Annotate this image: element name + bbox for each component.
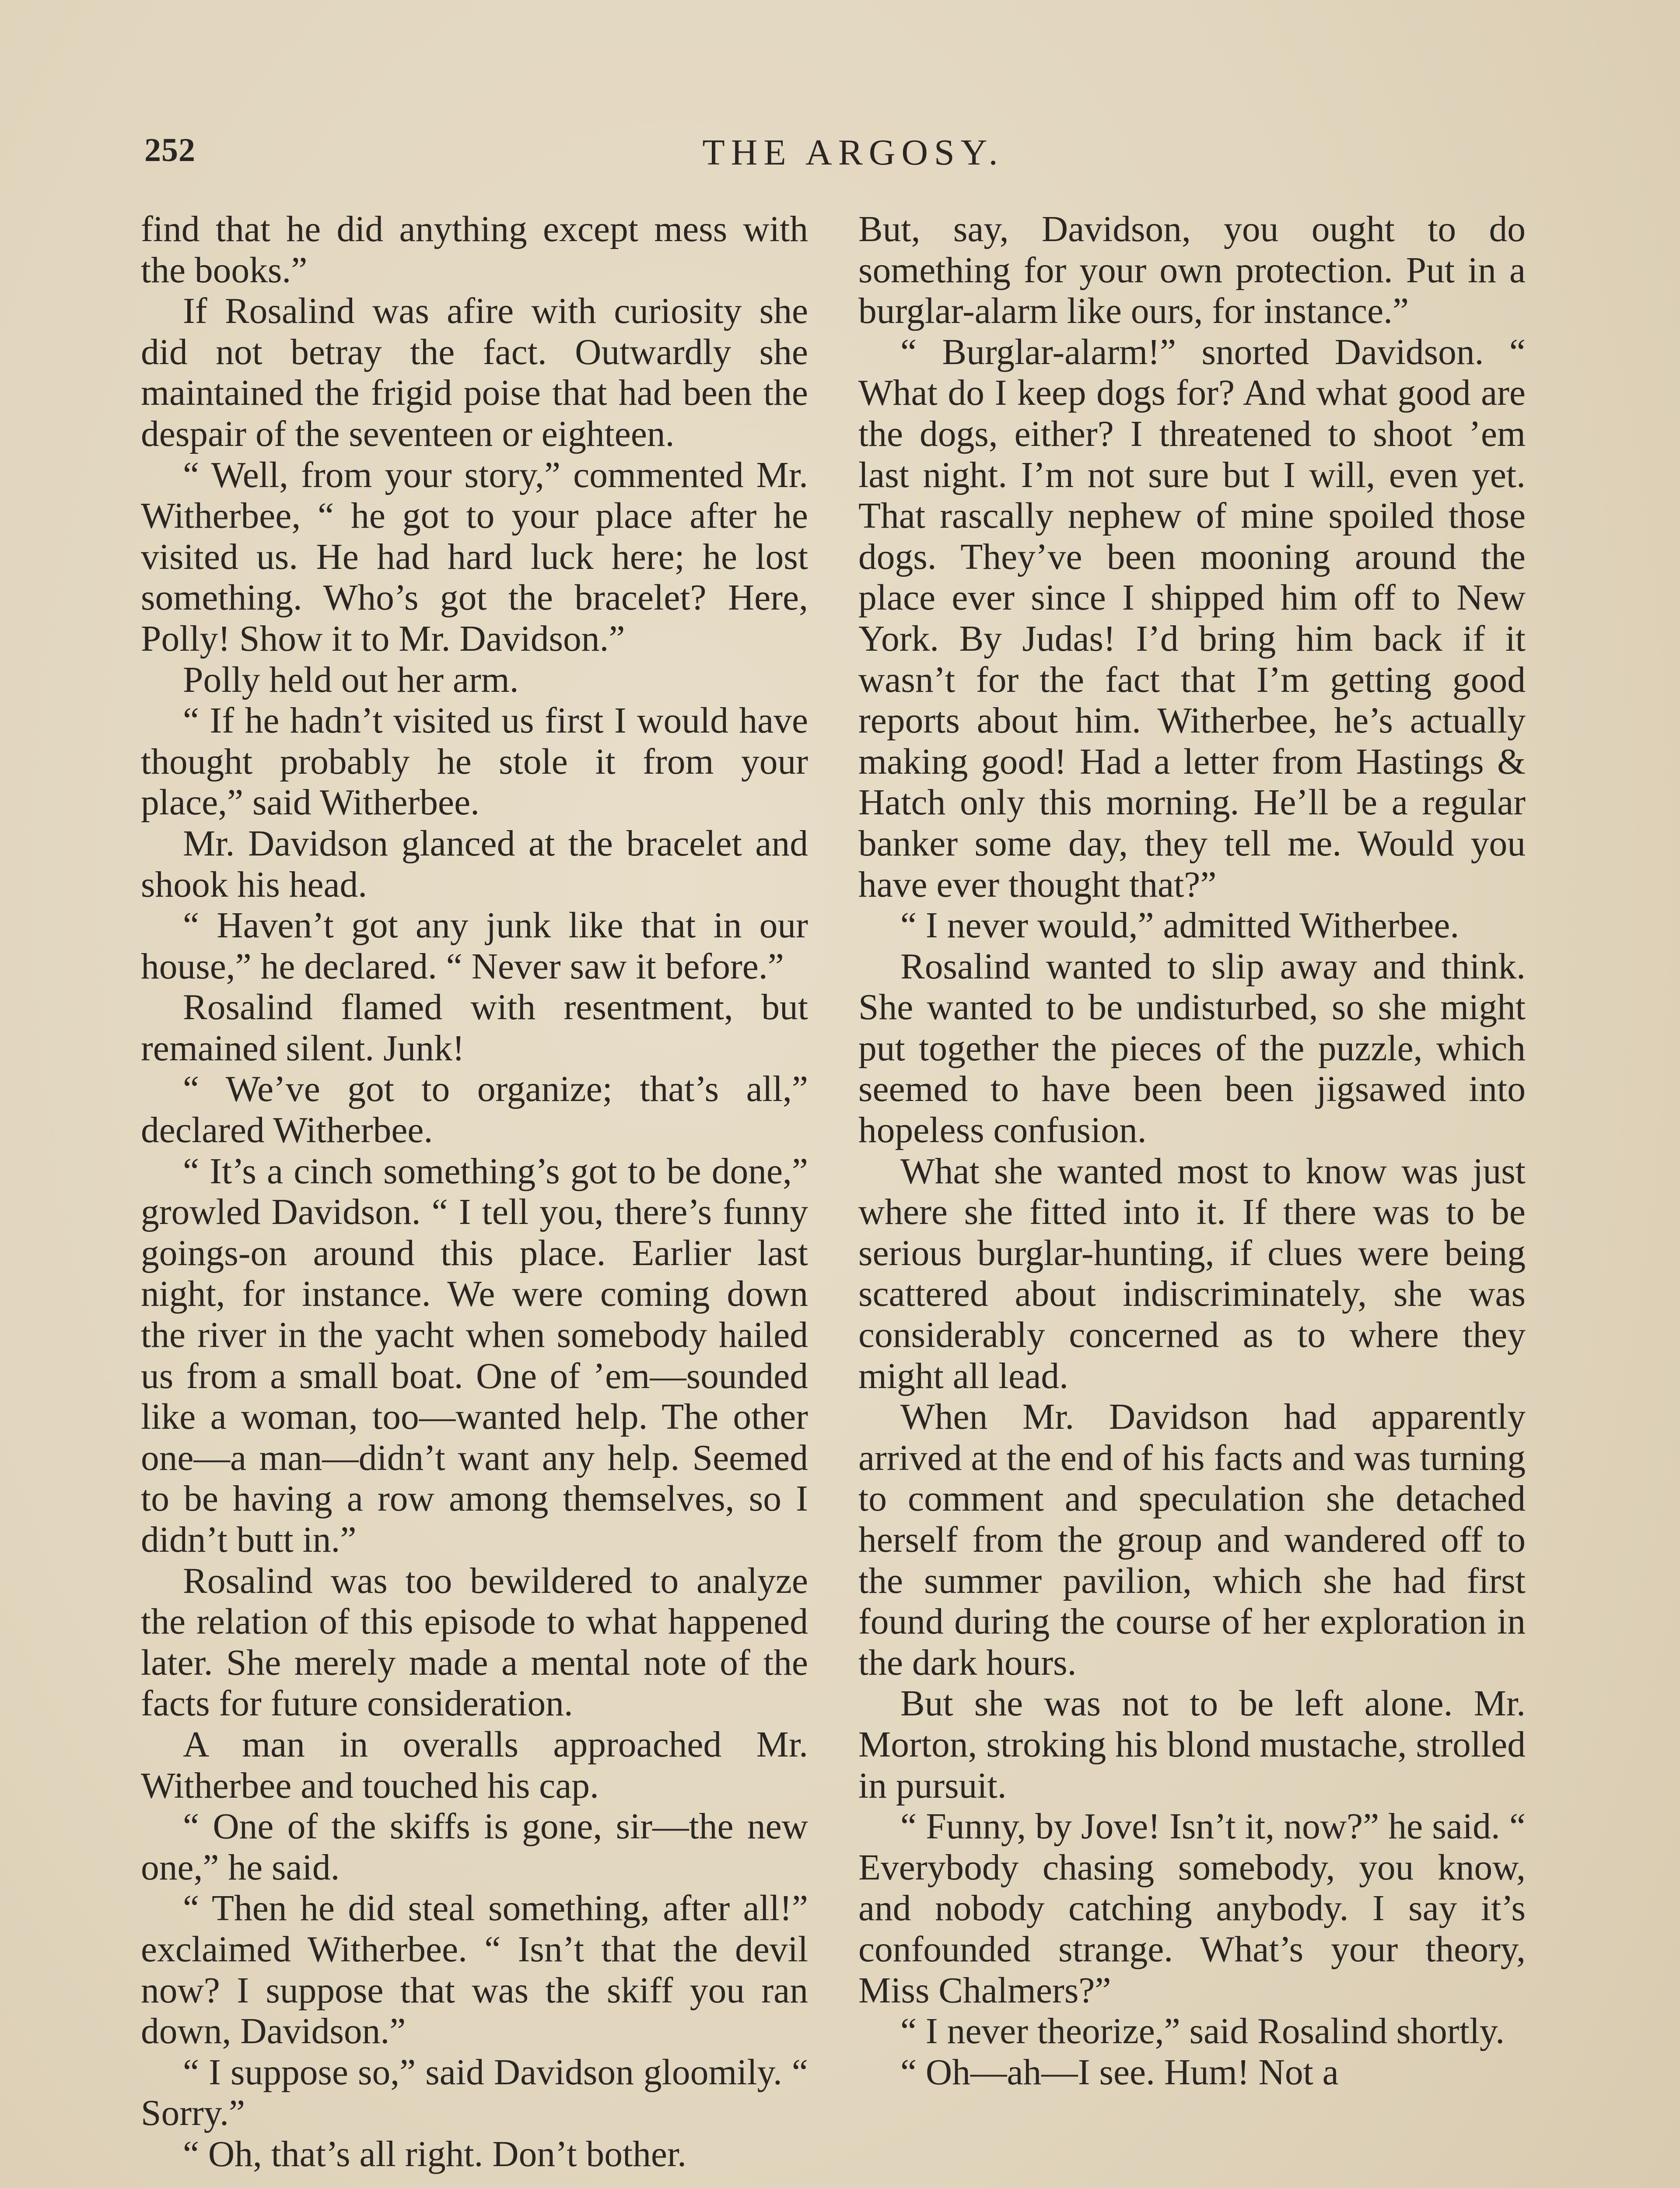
- paragraph: “ One of the skiffs is gone, sir—the new one,” he said.: [141, 1806, 808, 1888]
- paragraph: Rosalind flamed with resentment, but remained silent. Junk!: [141, 987, 808, 1069]
- paragraph: Mr. Davidson glanced at the bracelet and shook his head.: [141, 823, 808, 905]
- paragraph: Rosalind was too bewildered to analyze the relation of this episode to what happened later. She merely made a mental note of the facts for future consideration.: [141, 1560, 808, 1724]
- paragraph: find that he did anything except mess with the books.”: [141, 209, 808, 291]
- paragraph: What she wanted most to know was just where she fitted into it. If there was to be serious burglar-hunting, if clues were being scattered about indiscriminately, she was considerably concerned as to where they might all lead.: [858, 1151, 1526, 1396]
- paragraph: Polly held out her arm.: [183, 659, 519, 700]
- paragraph: “ I never would,” admitted Witherbee.: [900, 905, 1460, 946]
- paragraph: If Rosalind was afire with curiosity she did not betray the fact. Outwardly she maintained the frigid poise that had been the despair of the seventeen or eighteen.: [141, 291, 808, 454]
- paragraph: “ We’ve got to organize; that’s all,” declared Witherbee.: [141, 1069, 808, 1151]
- right-column: [858, 209, 1526, 2093]
- paragraph: “ Burglar-alarm!” snorted Davidson. “ What do I keep dogs for? And what good are the dogs, either? I threatened to shoot ’em last night. I’m not sure but I will, even yet. That rascally nephew of mine spoiled those dogs. They’ve been mooning around the place ever since I shipped him off to New York. By Judas! I’d bring him back if it wasn’t for the fact that I’m getting good reports about him. Witherbee, he’s actually making good! Had a letter from Hastings & Hatch only this morning. He’ll be a regular banker some day, they tell me. Would you have ever thought that?”: [858, 332, 1526, 905]
- paragraph: “ It’s a cinch something’s got to be done,” growled Davidson. “ I tell you, there’s funny goings-on around this place. Earlier last night, for instance. We were coming down the river in the yacht when somebody hailed us from a small boat. One of ’em—sounded like a woman, too—wanted help. The other one—a man—didn’t want any help. Seemed to be having a row among themselves, so I didn’t butt in.”: [141, 1151, 808, 1560]
- paragraph: “ Oh, that’s all right. Don’t bother.: [183, 2134, 687, 2174]
- paragraph: “ I suppose so,” said Davidson gloomily. “ Sorry.”: [141, 2052, 808, 2134]
- paragraph: But, say, Davidson, you ought to do something for your own protection. Put in a burglar-alarm like ours, for instance.”: [858, 209, 1526, 332]
- paragraph: But she was not to be left alone. Mr. Morton, stroking his blond mustache, strolled in pursuit.: [858, 1683, 1526, 1806]
- paragraph: When Mr. Davidson had apparently arrived at the end of his facts and was turning to comment and speculation she detached herself from the group and wandered off to the summer pavilion, which she had first found during the course of her exploration in the dark hours.: [858, 1397, 1526, 1683]
- page-header: [144, 131, 1544, 184]
- paragraph: “ Then he did steal something, after all!” exclaimed Witherbee. “ Isn’t that the devil now? I suppose that was the skiff you ran down, Davidson.”: [141, 1888, 808, 2052]
- paragraph: Rosalind wanted to slip away and think. She wanted to be undisturbed, so she might put together the pieces of the puzzle, which seemed to have been been jigsawed into hopeless confusion.: [858, 946, 1526, 1151]
- left-column: [141, 209, 808, 2175]
- running-title: THE ARGOSY.: [702, 132, 1004, 173]
- page-number: 252: [144, 132, 196, 168]
- paragraph: “ Well, from your story,” commented Mr. Witherbee, “ he got to your place after he visited us. He had hard luck here; he lost something. Who’s got the bracelet? Here, Polly! Show it to Mr. Davidson.”: [141, 455, 808, 659]
- paragraph: “ Haven’t got any junk like that in our house,” he declared. “ Never saw it before.”: [141, 905, 808, 987]
- paragraph: A man in overalls approached Mr. Witherbee and touched his cap.: [141, 1724, 808, 1806]
- paragraph: “ If he hadn’t visited us first I would have thought probably he stole it from your place,” said Witherbee.: [141, 701, 808, 823]
- paragraph: “ Funny, by Jove! Isn’t it, now?” he said. “ Everybody chasing somebody, you know, and nobody catching anybody. I say it’s confounded strange. What’s your theory, Miss Chalmers?”: [858, 1806, 1526, 2011]
- paragraph: “ I never theorize,” said Rosalind shortly.: [900, 2011, 1505, 2052]
- paragraph: “ Oh—ah—I see. Hum! Not a: [900, 2052, 1339, 2093]
